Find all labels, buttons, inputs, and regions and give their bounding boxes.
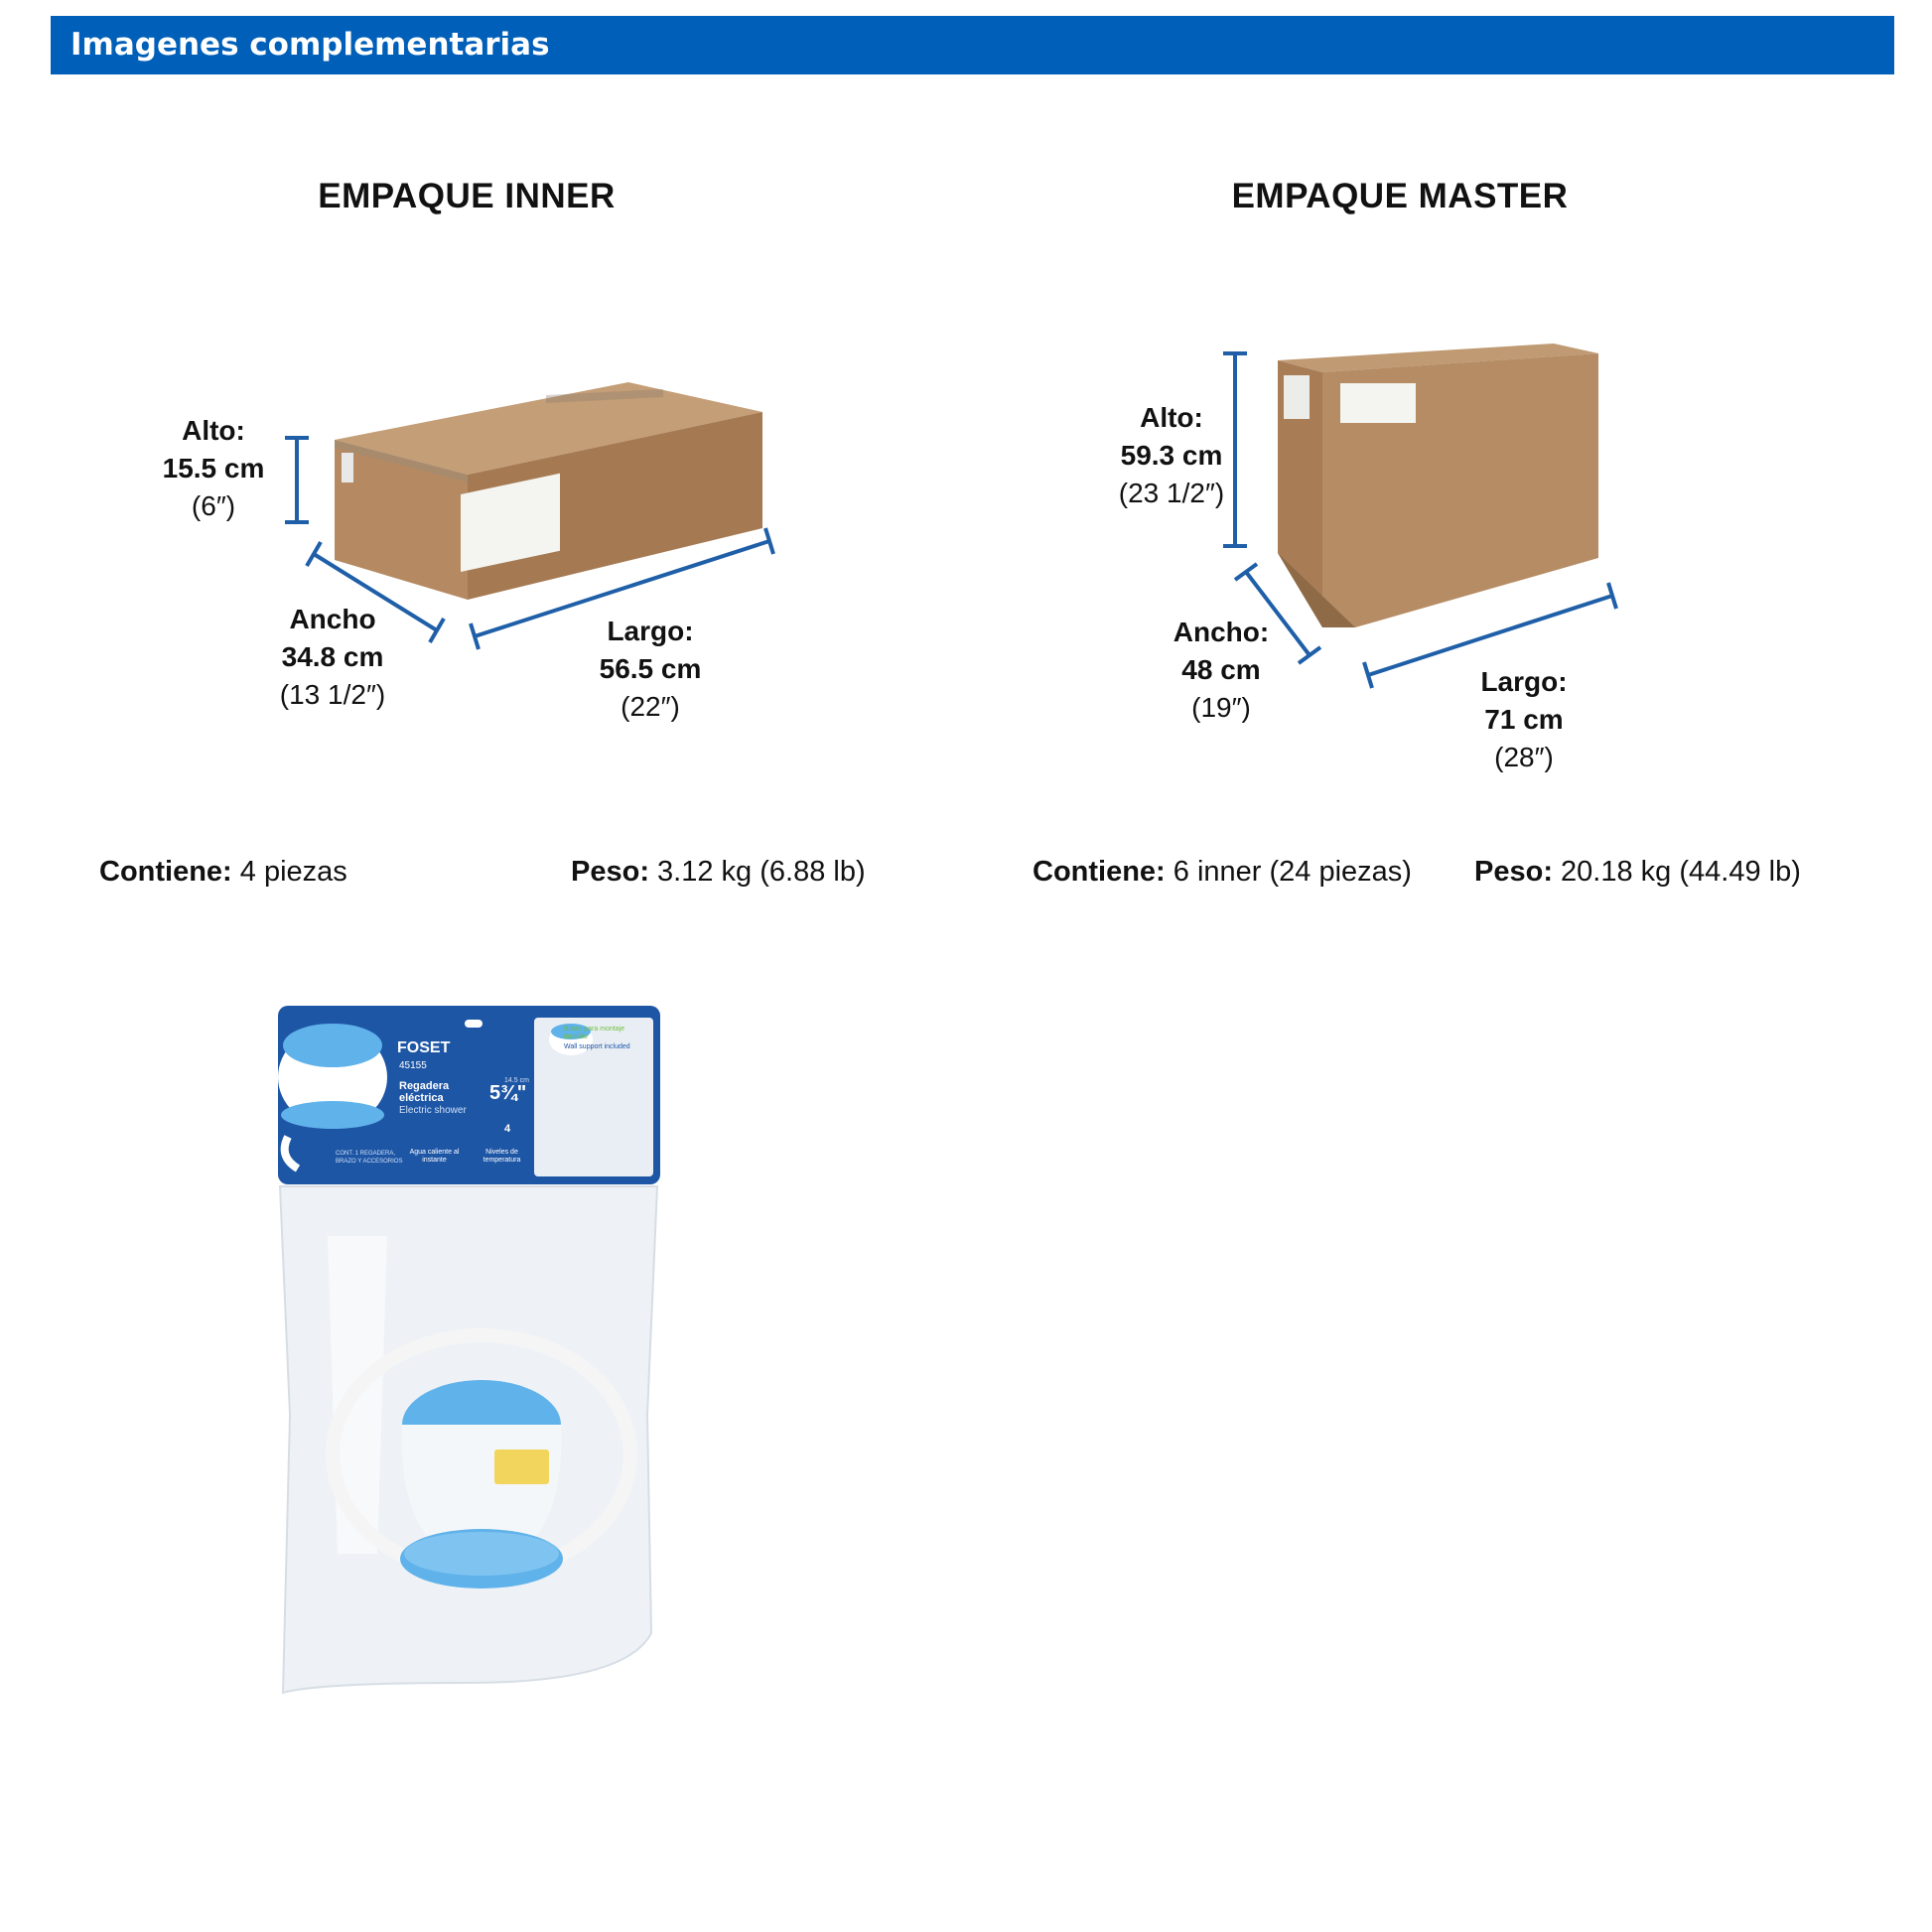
master-alto-imperial: (23 1/2″) — [1118, 478, 1225, 508]
master-largo-imperial: (28″) — [1494, 742, 1554, 772]
master-alto-label: Alto: — [1140, 402, 1203, 433]
product-size-metric: 14.5 cm — [504, 1077, 529, 1084]
product-name-en: Electric shower — [399, 1105, 467, 1116]
inner-ancho-label: Ancho — [289, 604, 376, 634]
inner-contiene-value: 4 piezas — [239, 856, 347, 888]
inner-largo-label: Largo: — [607, 616, 694, 646]
product-contents: CONT. 1 REGADERA, BRAZO Y ACCESORIOS — [336, 1151, 403, 1165]
inner-contiene-label: Contiene: — [99, 856, 232, 888]
master-ancho-metric: 48 cm — [1181, 654, 1261, 685]
product-name-es: Regadera eléctrica — [399, 1080, 450, 1104]
master-contiene-value: 6 inner (24 piezas) — [1173, 856, 1412, 888]
inner-largo-imperial: (22″) — [621, 691, 680, 722]
master-ancho-imperial: (19″) — [1191, 692, 1251, 723]
master-peso-label: Peso: — [1474, 856, 1553, 888]
master-largo-label: Largo: — [1480, 666, 1568, 697]
product-wall-support-es: Brazo para montaje incluido — [564, 1026, 625, 1040]
master-peso-value: 20.18 kg (44.49 lb) — [1561, 856, 1801, 888]
product-size: 5¾" — [489, 1082, 527, 1104]
product-feature-levels: Niveles de temperatura — [483, 1149, 521, 1164]
product-package-photo — [268, 998, 665, 1713]
inner-ancho-annotation — [258, 601, 407, 714]
inner-alto-annotation — [149, 412, 278, 525]
section-header: Imagenes complementarias — [51, 16, 1894, 74]
product-levels-count: 4 — [504, 1123, 511, 1135]
inner-alto-label: Alto: — [182, 415, 245, 446]
master-alto-annotation — [1102, 399, 1241, 512]
product-brand: FOSET — [397, 1039, 451, 1056]
master-ancho-annotation — [1152, 614, 1291, 727]
inner-peso-value: 3.12 kg (6.88 lb) — [657, 856, 866, 888]
inner-peso — [571, 856, 866, 889]
master-title: EMPAQUE MASTER — [1231, 177, 1569, 215]
master-largo-annotation — [1454, 663, 1593, 776]
master-contiene — [1033, 856, 1412, 889]
product-wall-support-en: Wall support included — [564, 1043, 630, 1050]
inner-alto-imperial: (6″) — [191, 490, 236, 521]
inner-ancho-metric: 34.8 cm — [281, 641, 384, 672]
inner-contiene — [99, 856, 347, 889]
master-ancho-label: Ancho: — [1173, 617, 1270, 647]
product-code: 45155 — [399, 1060, 427, 1071]
master-largo-metric: 71 cm — [1484, 704, 1564, 735]
master-alto-metric: 59.3 cm — [1120, 440, 1223, 471]
master-contiene-label: Contiene: — [1033, 856, 1166, 888]
inner-largo-annotation — [581, 613, 720, 726]
inner-peso-label: Peso: — [571, 856, 649, 888]
master-peso — [1474, 856, 1801, 889]
inner-alto-metric: 15.5 cm — [162, 453, 265, 483]
inner-largo-metric: 56.5 cm — [599, 653, 702, 684]
product-feature-hot-water: Agua caliente al instante — [409, 1149, 460, 1164]
inner-ancho-imperial: (13 1/2″) — [279, 679, 386, 710]
inner-title: EMPAQUE INNER — [318, 177, 616, 215]
